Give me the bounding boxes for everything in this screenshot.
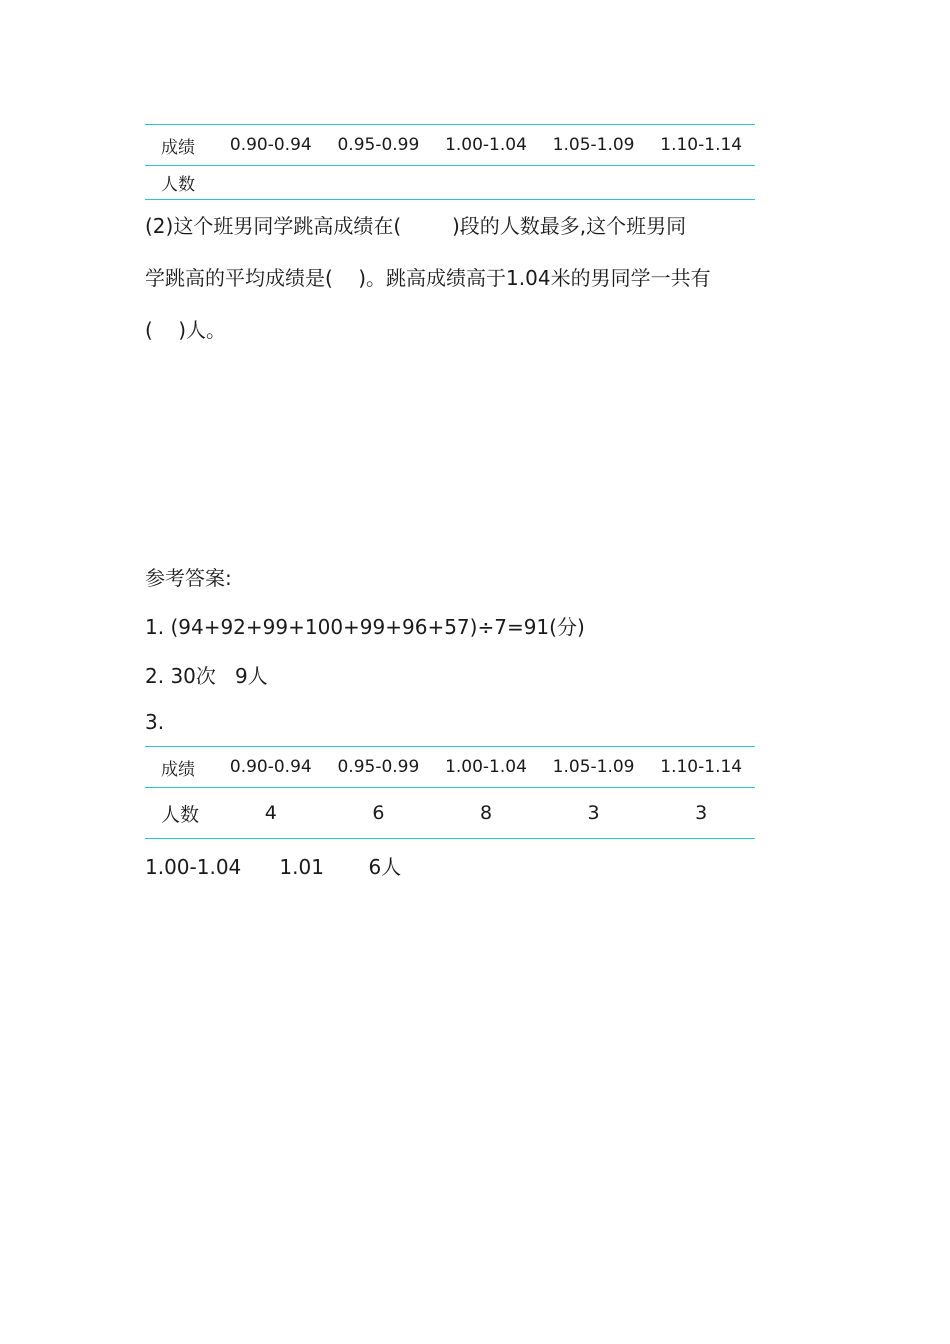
count-cell: 3 [540,788,648,839]
header-cell: 1.10-1.14 [647,125,755,166]
header-cell: 1.00-1.04 [432,747,540,788]
answer-3-result: 1.00-1.04 1.01 6人 [145,855,402,879]
answer-3-label: 3. [145,710,165,734]
blank-cell [325,166,433,200]
header-cell: 1.05-1.09 [540,125,648,166]
header-cell: 1.10-1.14 [647,747,755,788]
header-cell: 1.00-1.04 [432,125,540,166]
answers-heading: 参考答案: [145,566,232,590]
row-label: 人数 [145,166,217,200]
count-cell: 6 [325,788,433,839]
header-cell: 0.90-0.94 [217,125,325,166]
header-cell: 成绩 [145,125,217,166]
answer-2: 2. 30次 9人 [145,664,268,688]
question-line-2: 学跳高的平均成绩是( )。跳高成绩高于1.04米的男同学一共有 [145,266,711,290]
row-label: 人数 [145,788,217,839]
blank-cell [647,166,755,200]
score-table-blank [145,124,755,200]
header-cell: 成绩 [145,747,217,788]
question-line-3: ( )人。 [145,318,227,342]
blank-cell [540,166,648,200]
count-cell: 4 [217,788,325,839]
table-count-row [145,788,755,839]
blank-cell [217,166,325,200]
blank-cell [432,166,540,200]
count-cell: 3 [647,788,755,839]
question-line-1: (2)这个班男同学跳高成绩在( )段的人数最多,这个班男同 [145,214,687,238]
table-header-row [145,747,755,788]
header-cell: 0.95-0.99 [325,125,433,166]
score-table-answer [145,746,755,839]
header-cell: 0.90-0.94 [217,747,325,788]
header-cell: 0.95-0.99 [325,747,433,788]
table-header-row [145,125,755,166]
table-count-row [145,166,755,200]
count-cell: 8 [432,788,540,839]
answer-1: 1. (94+92+99+100+99+96+57)÷7=91(分) [145,615,585,639]
header-cell: 1.05-1.09 [540,747,648,788]
